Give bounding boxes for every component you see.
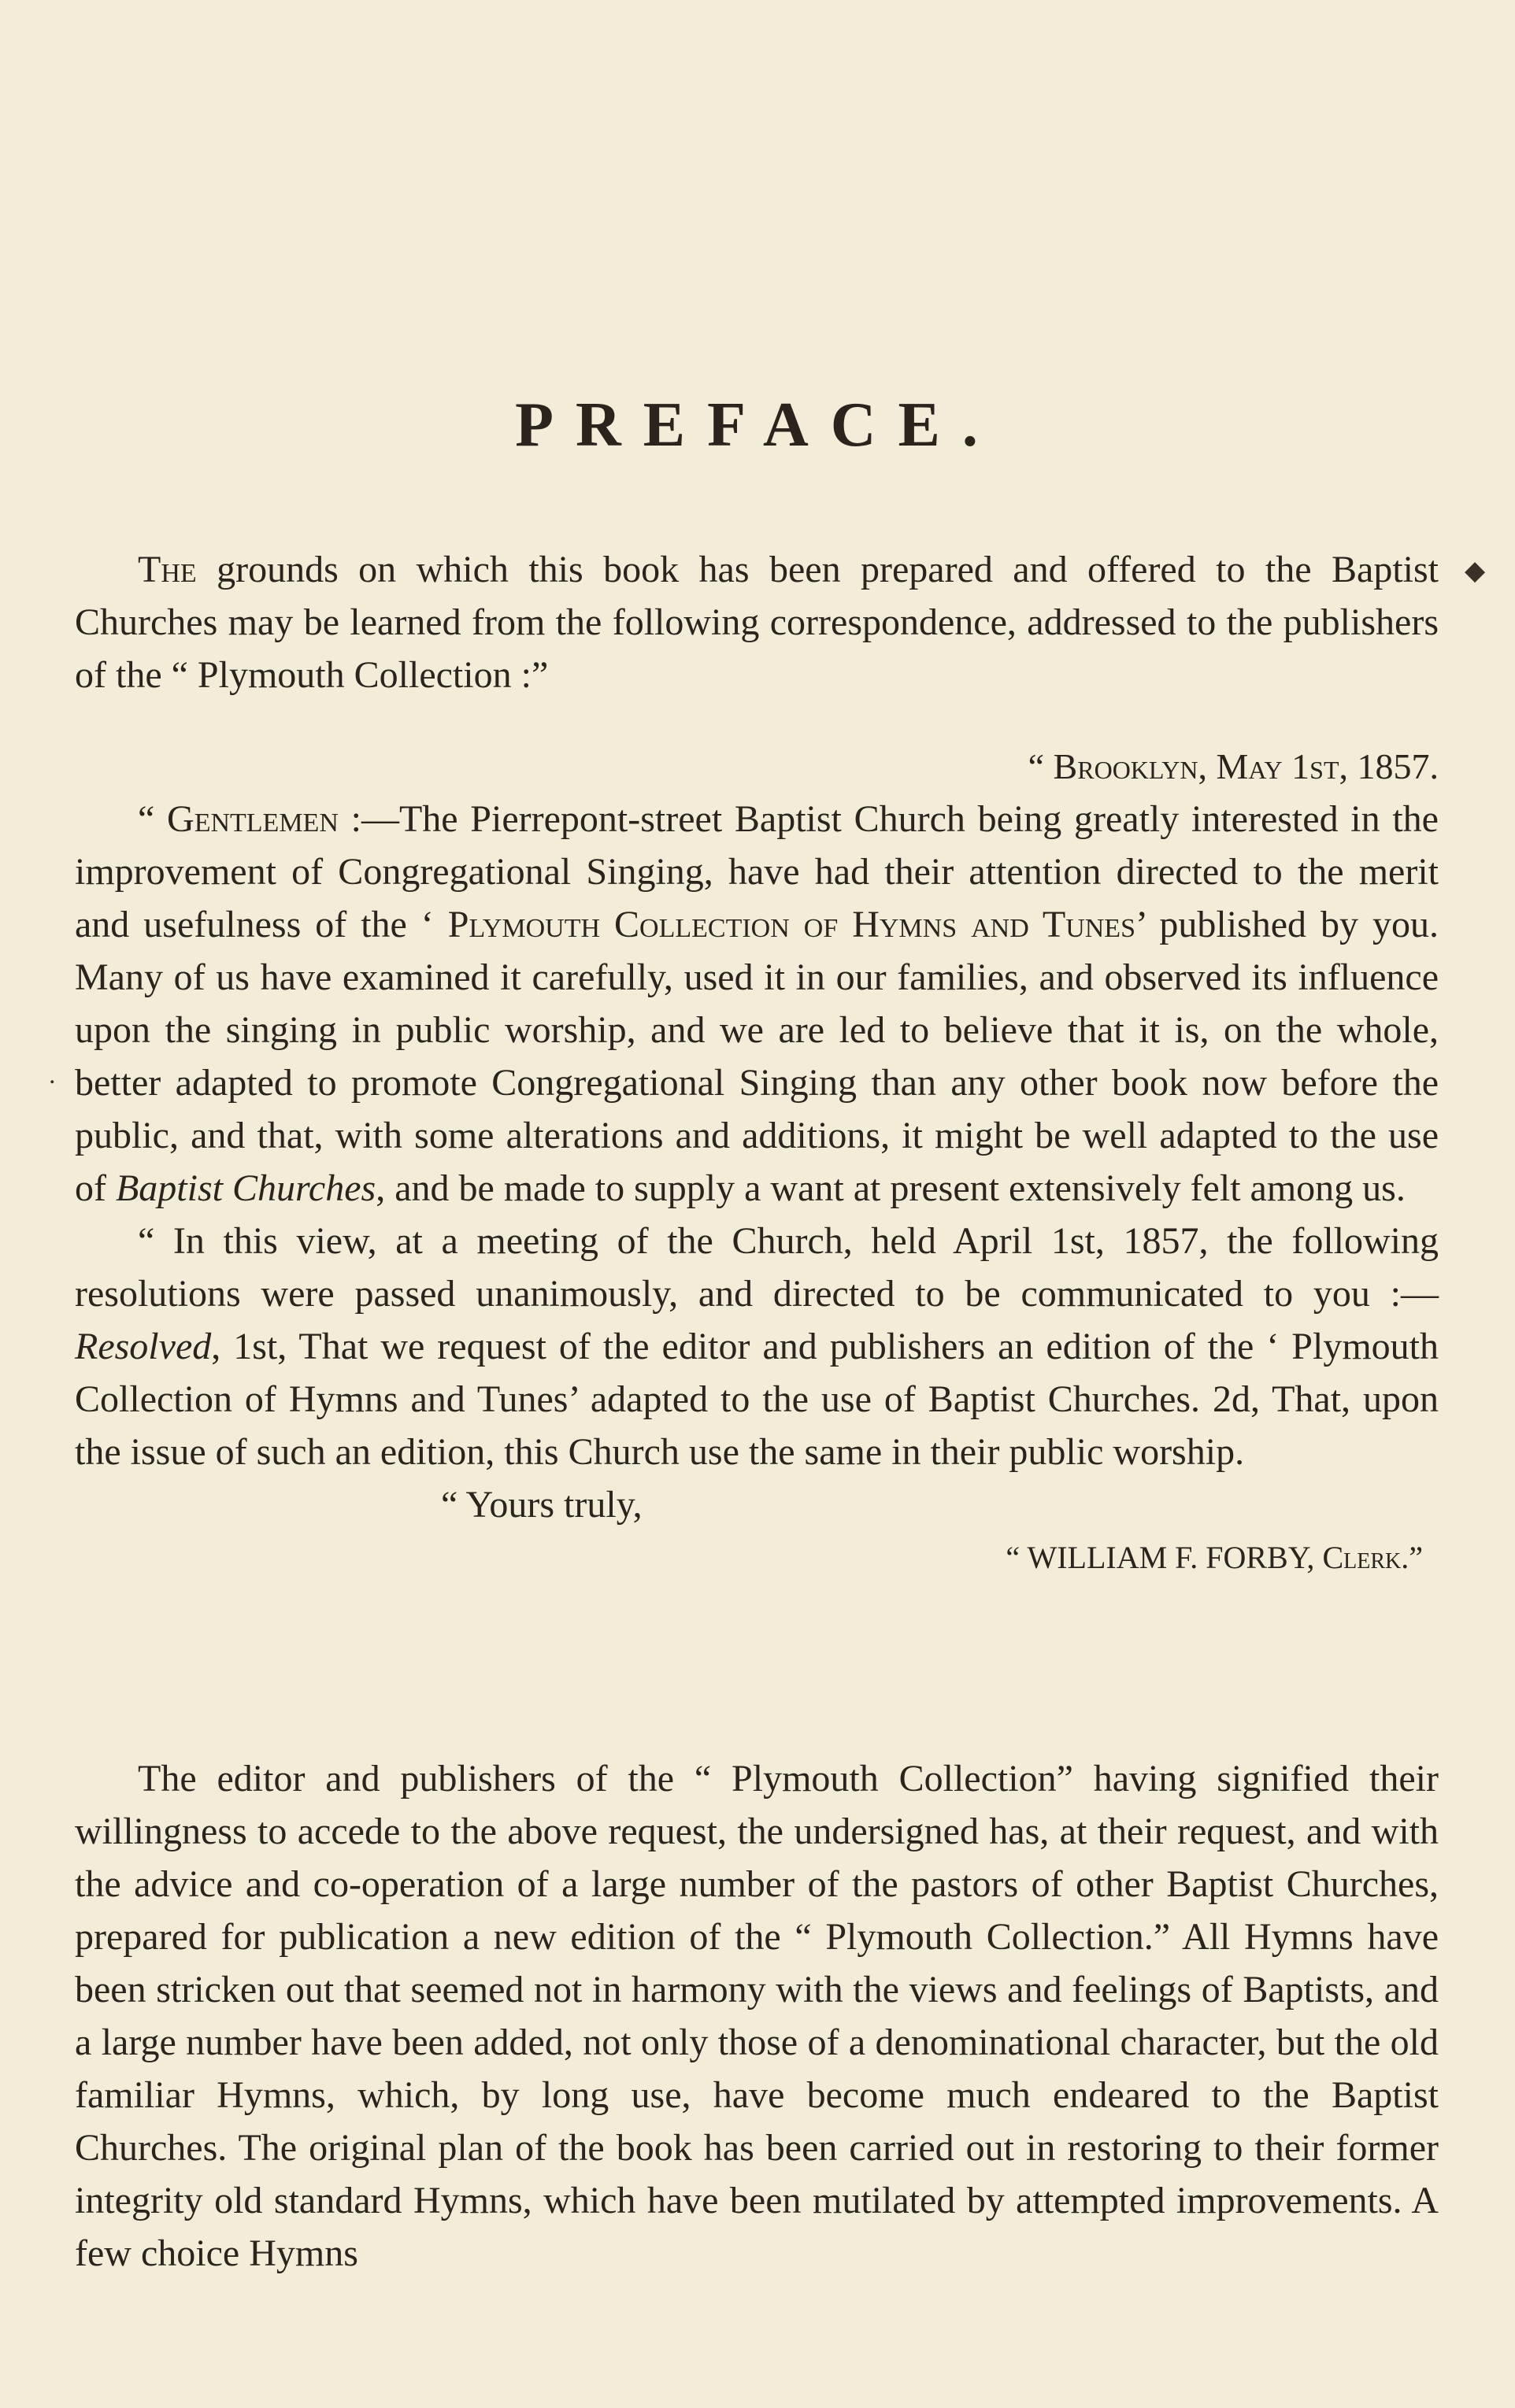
closing-text: The editor and publishers of the “ Plymouth Collection” having signified their willingness to accede to the above request, the undersigned has, at their request, and with the advice and co-operation of a large number of the pastors of other Baptist Churches, prepared for publication a new edition of the “ Plymouth Collection.” All Hymns have been stricken out that seemed not in harmony with the views and feelings of Baptists, and a large number have been added, not only those of a denominational character, but the old familiar Hymns, which, by long use, have become much endeared to the Baptist Churches. The original plan of the book has been carried out in restoring to their former integrity old standard Hymns, which have been mutilated by attempted improvements. A few choice Hymns [75,1758,1439,2274]
letter-closing: “ Yours truly, [441,1484,643,1526]
letter-salutation: Gentlemen [167,798,339,840]
intro-lead: The [138,549,197,590]
signature-name: “ WILLIAM F. FORBY, [1006,1540,1323,1575]
resolution-emphasis: Resolved [75,1326,212,1367]
resolution-text: , 1st, That we request of the editor and publishers an edition of the ‘ Plymouth Collection of Hymns and Tunes’ adapted to the use of Baptist Churches. 2d, That, upon the issue of such an edition, this Church use the same in their public worship. [75,1326,1439,1473]
resolution-text: “ In this view, at a meeting of the Church, held April 1st, 1857, the following resolutions were passed unanimously, and directed to be communicated to you :— [75,1220,1439,1315]
intro-paragraph [75,543,1439,701]
letter-emphasis: Baptist Churches [115,1167,376,1209]
letter-open-quote: “ [138,798,168,840]
intro-text: grounds on which this book has been prepared and offered to the Baptist Churches may be learned from the following correspondence, addressed to the publishers of the “ Plymouth Collection :” [75,549,1439,696]
signature-end: ” [1409,1540,1423,1575]
letter-book-title: Plymouth Collection of Hymns and Tunes [447,904,1135,945]
closing-paragraph [75,1752,1439,2280]
letter-signature [75,1531,1439,1584]
margin-mark: . [49,1060,56,1089]
letter-text: :—The Pierrepont-street Baptist Church being greatly interested in the improvement of Congregational Singing, have had their attention directed to the merit and usefulness of the ‘ [75,798,1439,945]
letter [75,740,1439,1584]
letter-text: , and be made to supply a want at present extensively felt among us. [376,1167,1406,1209]
margin-mark: ◆ [1465,557,1486,586]
page-title: PREFACE. [515,390,1000,460]
signature-title: Clerk. [1322,1540,1409,1575]
letter-dateline: “ Brooklyn, May 1st, 1857. [1028,746,1439,786]
letter-text: ’ published by you. Many of us have examined it carefully, used it in our families, and observed its influence upon the singing in public worship, and we are led to believe that it is, on the whole, better adapted to promote Congregational Singing than any other book now before the public, and that, with some alterations and additions, it might be well adapted to the use of [75,904,1439,1209]
